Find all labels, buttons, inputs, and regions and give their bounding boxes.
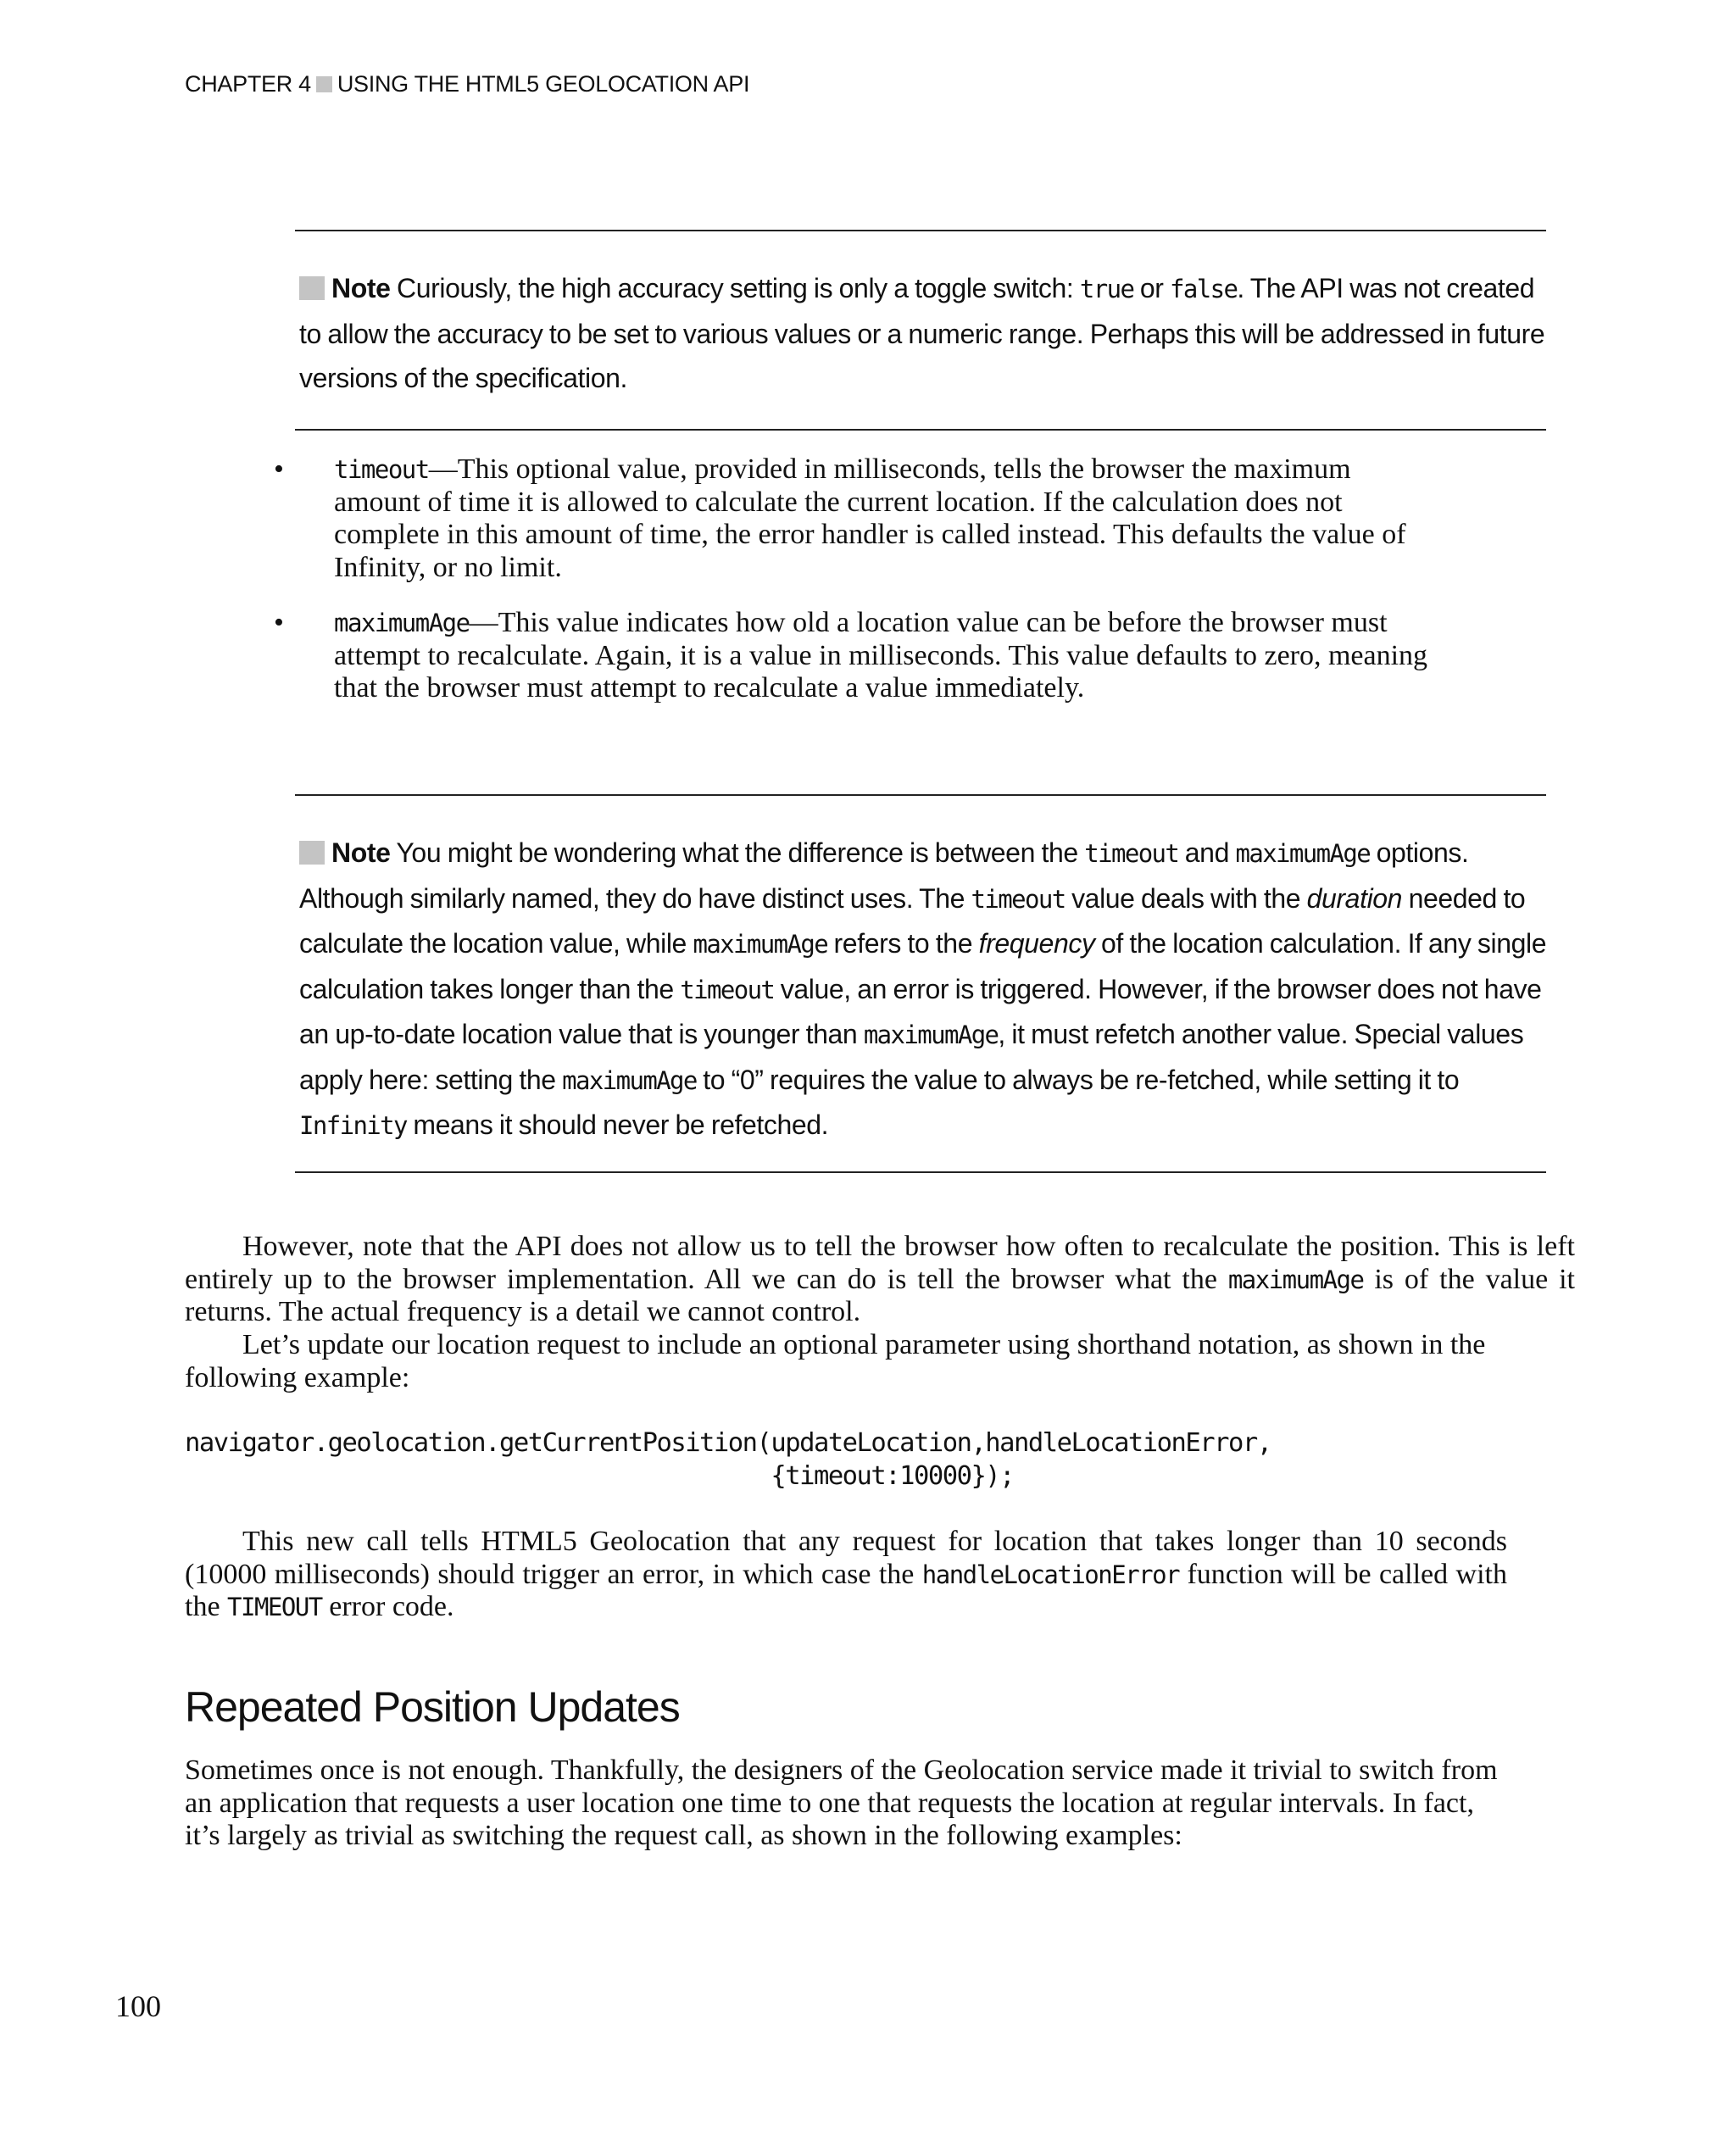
paragraph-text: error code. xyxy=(321,1591,454,1622)
paragraph-frequency xyxy=(185,1231,1575,1329)
page-number: 100 xyxy=(115,1989,161,2023)
note-accuracy xyxy=(299,266,1554,401)
chapter-title: USING THE HTML5 GEOLOCATION API xyxy=(337,71,750,97)
option-description: —This value indicates how old a location value can be before the browser must attempt to recalculate. Again, it is a value in milliseconds. This value defaults to zero, meaning that the browser must attempt to recalculate a value immediately. xyxy=(334,607,1428,703)
note-text: Curiously, the high accuracy setting is only a toggle switch: xyxy=(390,273,1080,303)
running-header xyxy=(185,71,749,97)
note-text: means it should never be refetched. xyxy=(406,1109,829,1140)
chapter-number: CHAPTER 4 xyxy=(185,71,311,97)
note-label: Note xyxy=(331,273,391,303)
option-description: —This optional value, provided in milliseconds, tells the browser the maximum amount of time it is allowed to calculate the current location. If the calculation does not complete in this amount of time, the error handler is called instead. This defaults the value of Infinity, or no limit. xyxy=(334,453,1406,583)
inline-code: timeout xyxy=(680,975,775,1004)
note-text: to “0” requires the value to always be re-fetched, while setting it to xyxy=(696,1064,1460,1095)
inline-code: maximumAge xyxy=(693,930,828,959)
note-text: refers to the xyxy=(827,928,979,959)
inline-code: maximumAge xyxy=(863,1020,999,1049)
note-text: You might be wondering what the difference is between the xyxy=(390,837,1085,868)
section-heading: Repeated Position Updates xyxy=(185,1683,680,1731)
inline-code: timeout xyxy=(1084,839,1179,868)
emphasis: frequency xyxy=(978,928,1095,959)
inline-code: true xyxy=(1079,275,1134,303)
option-term: maximumAge xyxy=(334,609,470,637)
note-square-icon xyxy=(299,841,325,865)
note-text: value deals with the xyxy=(1065,882,1307,914)
bullet-icon: • xyxy=(274,607,284,638)
inline-code: handleLocationError xyxy=(921,1560,1180,1589)
paragraph-text: is of the value it returns. The actual frequency is a detail we cannot control. xyxy=(185,1263,1575,1327)
emphasis: duration xyxy=(1306,882,1403,914)
note-label: Note xyxy=(331,837,391,868)
note-square-icon xyxy=(299,276,325,300)
paragraph-timeout-explanation xyxy=(185,1526,1507,1624)
inline-code: maximumAge xyxy=(1227,1265,1364,1294)
paragraph-text: Let’s update our location request to include an optional parameter using shorthand notation, as shown in the following example: xyxy=(185,1329,1486,1393)
inline-code: timeout xyxy=(971,884,1066,914)
note-timeout-vs-maximumage xyxy=(299,831,1554,1148)
paragraph-text: This new call tells HTML5 Geolocation that any request for location that takes longer than 10 seconds (10000 milliseconds) should trigger an error, in which case the xyxy=(185,1526,1507,1590)
note-text: needed to calculate the location value, while xyxy=(299,882,1526,959)
paragraph-text: function will be called with the xyxy=(185,1558,1507,1622)
note-text: value, an error is triggered. However, if the browser does not have an up-to-date location value that is younger than xyxy=(299,973,1542,1049)
note-bottom-rule xyxy=(295,429,1546,431)
inline-code: TIMEOUT xyxy=(227,1593,322,1621)
note-text: . The API was not created to allow the accuracy to be set to various values or a numeric range. Perhaps this will be addressed in future versions of the specification. xyxy=(299,273,1545,393)
note-text: , it must refetch another value. Special values apply here: setting the xyxy=(299,1019,1524,1095)
paragraph-text: However, note that the API does not allow us to tell the browser how often to recalculate the position. This is left entirely up to the browser implementation. All we can do is tell the browser what the xyxy=(185,1231,1575,1295)
list-item-timeout xyxy=(334,453,1436,584)
option-term: timeout xyxy=(334,455,429,484)
paragraph-repeated-updates xyxy=(185,1755,1507,1853)
note-text: and xyxy=(1178,837,1236,868)
bullet-icon: • xyxy=(274,453,284,485)
note-bottom-rule xyxy=(295,1171,1546,1173)
inline-code: maximumAge xyxy=(1235,839,1371,868)
paragraph-update-request xyxy=(185,1329,1507,1394)
inline-code: maximumAge xyxy=(562,1065,697,1095)
inline-code: false xyxy=(1170,275,1238,303)
code-example: navigator.geolocation.getCurrentPosition(updateLocation,handleLocationError, {timeout:10000}); xyxy=(185,1428,1271,1491)
note-text: options. Although similarly named, they do have distinct uses. The xyxy=(299,837,1469,914)
paragraph-text: Sometimes once is not enough. Thankfully, the designers of the Geolocation service made it trivial to switch from an application that requests a user location one time to one that requests the location at regular intervals. In fact, it’s largely as trivial as switching the request call, as shown in the following examples: xyxy=(185,1755,1498,1851)
square-bullet-icon xyxy=(316,76,332,92)
note-top-rule xyxy=(295,794,1546,796)
list-item-maximumage xyxy=(334,607,1436,705)
note-text: of the location calculation. If any single calculation takes longer than the xyxy=(299,928,1547,1004)
inline-code: Infinity xyxy=(299,1111,407,1140)
note-top-rule xyxy=(295,230,1546,231)
note-text: or xyxy=(1133,273,1171,303)
